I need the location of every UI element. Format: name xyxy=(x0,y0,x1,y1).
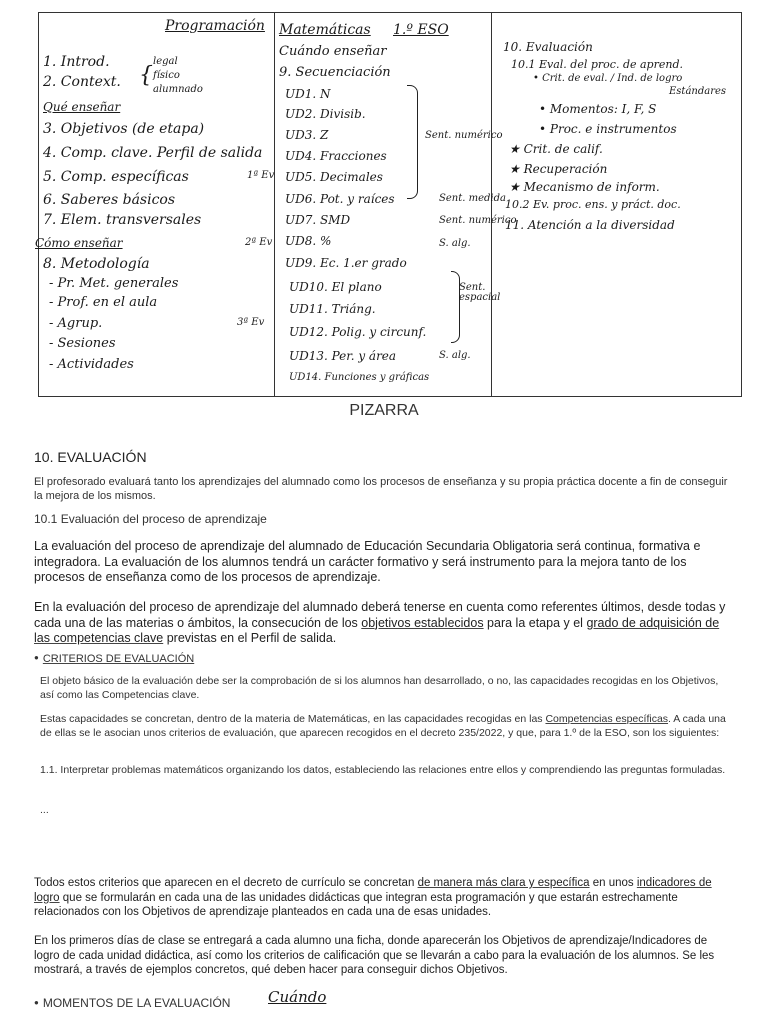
text: en unos xyxy=(589,877,637,889)
ud-item: UD8. % xyxy=(285,234,332,248)
col2-line: 9. Secuenciación xyxy=(279,65,391,80)
text: previstas en el Perfil de salida. xyxy=(163,631,337,645)
ud-item: UD4. Fracciones xyxy=(285,149,387,163)
col2-title: Matemáticas xyxy=(279,22,371,38)
col1-line: 6. Saberes básicos xyxy=(43,192,176,208)
col1-line: - Prof. en el aula xyxy=(49,295,158,310)
col1-heading: Cómo enseñar xyxy=(35,236,123,250)
text: Todos estos criterios que aparecen en el decreto de currículo se concretan xyxy=(34,877,418,889)
annotation: Sent. numérico xyxy=(425,130,503,141)
col3-line: • Proc. e instrumentos xyxy=(539,122,677,136)
handwritten-note: Cuándo xyxy=(268,988,327,1006)
annotation: Sent. numérico xyxy=(439,215,517,226)
col1-line: 3. Objetivos (de etapa) xyxy=(43,121,205,137)
bullet-label: MOMENTOS DE LA EVALUACIÓN xyxy=(42,996,231,1010)
bullet-criterios xyxy=(34,651,734,666)
text: que se formularán en cada una de las unidades didácticas que integran esta programación y que estarán estrechamente relacionados con los Objetivos de aprendizaje planteados en cada una de esas unidades. xyxy=(34,891,678,918)
col1-line: - Sesiones xyxy=(49,336,116,351)
paragraph-2 xyxy=(34,600,734,647)
col1-heading: Qué enseñar xyxy=(43,100,121,114)
underlined-text: Competencias específicas xyxy=(545,713,669,725)
ud-item: UD12. Polig. y circunf. xyxy=(289,325,427,339)
col3-line: 10.2 Ev. proc. ens. y práct. doc. xyxy=(505,198,681,211)
context-brace-item: alumnado xyxy=(153,84,203,95)
brace-mark: { xyxy=(139,63,153,88)
brace-sent-numerico xyxy=(407,85,418,199)
eval-mark: 1ª Ev xyxy=(247,170,275,181)
col3-line: ★ Recuperación xyxy=(509,162,608,176)
whiteboard-photo xyxy=(35,12,742,397)
text: para la etapa y el xyxy=(483,615,587,630)
text: Estas capacidades se concretan, dentro de la materia de Matemáticas, en las capacidades recogidas en las xyxy=(40,713,546,725)
underlined-text: objetivos establecidos xyxy=(361,615,484,630)
underlined-text: grado de adquisición de las competencias clave xyxy=(34,615,720,645)
col3-line: ★ Mecanismo de inform. xyxy=(509,180,660,194)
col1-line: 8. Metodología xyxy=(43,256,150,272)
ud-item: UD3. Z xyxy=(285,128,329,142)
criterios-paragraph-1: El objeto básico de la evaluación debe ser la comprobación de si los alumnos han desarrollado, o no, las capacidades recogidas en los Objetivos, así como las Competencias clave. xyxy=(40,675,719,701)
bullet-momentos xyxy=(34,996,230,1010)
ellipsis: ... xyxy=(40,804,49,816)
paragraph-3 xyxy=(34,876,734,920)
annotation: Sent. medida xyxy=(439,193,506,204)
board-divider-2 xyxy=(491,13,492,396)
col3-line: • Momentos: I, F, S xyxy=(539,102,657,116)
ud-item: UD7. SMD xyxy=(285,213,351,227)
col3-line: 10. Evaluación xyxy=(503,40,593,54)
subsection-title: 10.1 Evaluación del proceso de aprendizaje xyxy=(34,512,267,526)
context-brace-item: legal xyxy=(153,56,178,67)
board-caption: PIZARRA xyxy=(349,402,419,419)
text: En la evaluación del proceso de aprendizaje del alumnado deberá tenerse en cuenta como referentes últimos, desde todas y cada una de las materias o ámbitos, la consecución de los xyxy=(34,600,726,630)
col3-line: 11. Atención a la diversidad xyxy=(505,218,675,232)
underlined-text: de manera más clara y específica xyxy=(417,877,590,889)
ud-item: UD5. Decimales xyxy=(285,170,383,184)
col3-line: • Crit. de eval. / Ind. de logro xyxy=(533,73,683,84)
board-divider-1 xyxy=(274,13,275,396)
ud-item: UD10. El plano xyxy=(289,280,382,294)
paragraph-1: La evaluación del proceso de aprendizaje del alumnado de Educación Secundaria Obligatoria será continua, formativa e integradora. La evaluación de los alumnos tendrá un carácter formativo y será instrumento para la mejora tanto de los procesos de enseñanza como de los procesos de aprendizaje. xyxy=(34,539,701,584)
eval-mark: 3ª Ev xyxy=(237,317,265,328)
annotation: Sent. espacial xyxy=(459,282,501,303)
col1-line: - Actividades xyxy=(49,357,134,372)
col3-line: 10.1 Eval. del proc. de aprend. xyxy=(511,58,683,71)
col3-line: Estándares xyxy=(669,86,727,97)
intro-paragraph: El profesorado evaluará tanto los aprendizajes del alumnado como los procesos de enseñanza y su propia práctica docente a fin de conseguir la mejora de los mismos. xyxy=(34,476,728,502)
ud-item: UD13. Per. y área xyxy=(289,349,397,363)
col1-line: 1. Introd. xyxy=(43,54,110,70)
col1-line: 7. Elem. transversales xyxy=(43,212,202,228)
underlined-text: indicadores de logro xyxy=(34,877,712,904)
col1-title: Programación xyxy=(165,18,265,34)
ud-item: UD14. Funciones y gráficas xyxy=(289,372,430,383)
ud-item: UD2. Divisib. xyxy=(285,107,366,121)
text: . A cada una de ellas se le asocian unos criterios de evaluación, que aparecen recogidos en el decreto 235/2022, y que, para 1.º de la ESO, son los siguientes: xyxy=(40,713,726,739)
col1-line: 2. Context. xyxy=(43,74,121,90)
ud-item: UD1. N xyxy=(285,87,331,101)
ud-item: UD11. Triáng. xyxy=(289,302,376,316)
col2-line: Cuándo enseñar xyxy=(279,44,387,59)
annotation: S. alg. xyxy=(439,350,471,361)
criterios-paragraph-2 xyxy=(40,713,730,740)
col2-course: 1.º ESO xyxy=(393,22,449,38)
section-title: 10. EVALUACIÓN xyxy=(34,449,147,465)
ud-item: UD9. Ec. 1.er grado xyxy=(285,256,407,270)
bullet-label: CRITERIOS DE EVALUACIÓN xyxy=(42,653,195,665)
col1-line: - Pr. Met. generales xyxy=(49,276,179,291)
ud-item: UD6. Pot. y raíces xyxy=(285,192,395,206)
paragraph-4: En los primeros días de clase se entregará a cada alumno una ficha, donde aparecerán los Objetivos de aprendizaje/Indicadores de logro de cada unidad didáctica, así como los criterios de calificación que se llevarán a cabo para la evaluación de los alumnos. Se les mostrará, a través de ejemplos concretos, qué deben hacer para conseguir dichos Objetivos. xyxy=(34,935,715,976)
annotation: S. alg. xyxy=(439,238,471,249)
criterion-1-1: 1.1. Interpretar problemas matemáticos organizando los datos, estableciendo las relaciones entre ellos y comprendiendo las preguntas formuladas. xyxy=(40,764,726,776)
col3-line: ★ Crit. de calif. xyxy=(509,142,603,156)
col1-line: 4. Comp. clave. Perfil de salida xyxy=(43,145,263,161)
col1-line: 5. Comp. específicas xyxy=(43,169,189,185)
context-brace-item: físico xyxy=(153,70,180,81)
col1-line: - Agrup. xyxy=(49,316,103,331)
eval-mark: 2ª Ev xyxy=(245,237,273,248)
